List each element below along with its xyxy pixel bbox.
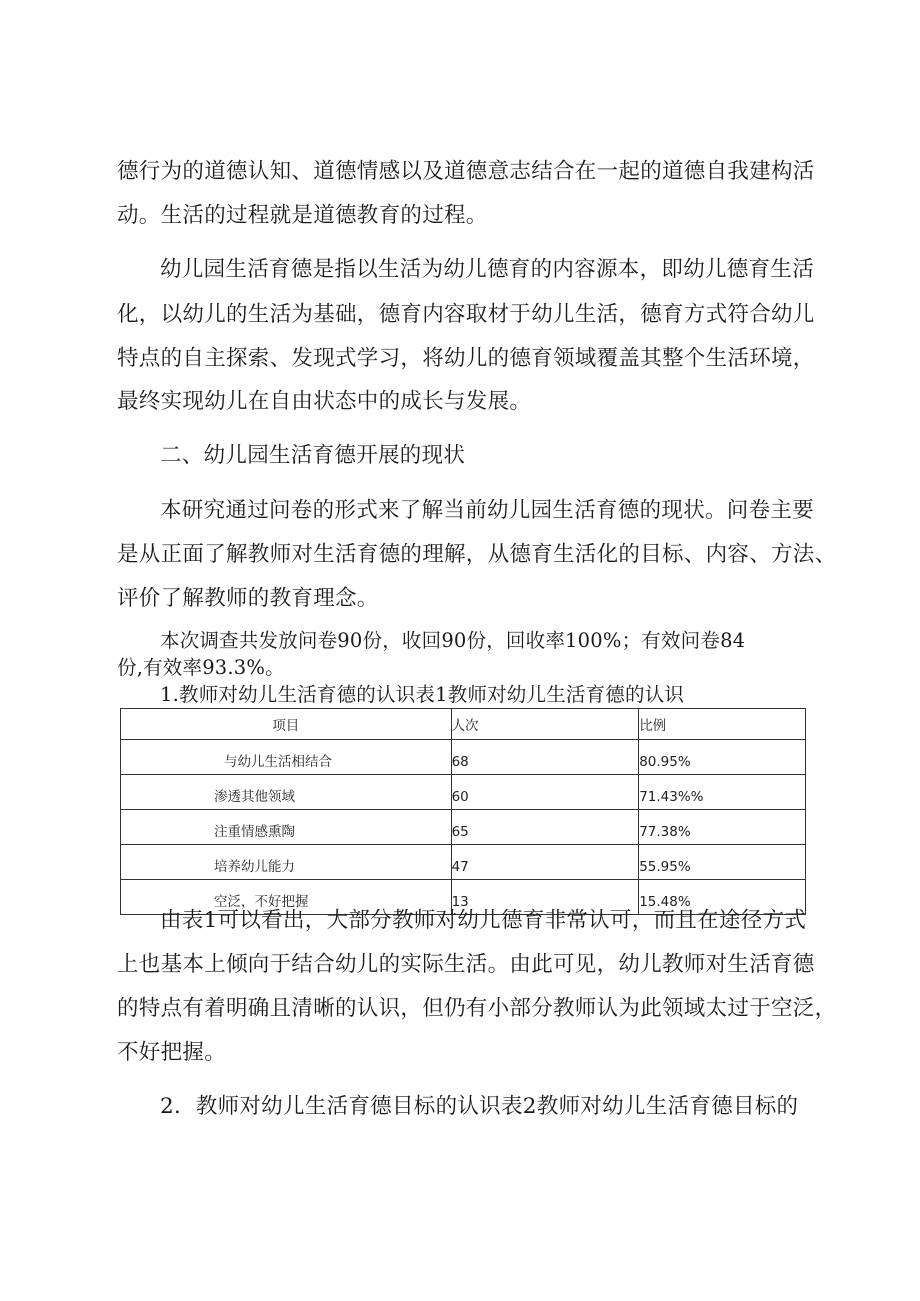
paragraph-5-line-2: 上也基本上倾向于结合幼儿的实际生活。由此可见，幼儿教师对生活育德 (117, 952, 815, 977)
row-ratio: 15.48% (639, 880, 806, 915)
paragraph-2-line-1: 幼儿园生活育德是指以生活为幼儿德育的内容源本，即幼儿德育生活 (160, 257, 815, 282)
paragraph-5-line-3: 的特点有着明确且清晰的认识，但仍有小部分教师认为此领域太过于空泛， (117, 996, 837, 1021)
table-row (121, 845, 806, 880)
row-count: 47 (451, 845, 639, 880)
row-item: 注重情感熏陶 (121, 810, 452, 845)
header-count: 人次 (451, 709, 639, 740)
paragraph-2-line-4: 最终实现幼儿在自由状态中的成长与发展。 (117, 389, 532, 414)
table-row (121, 775, 806, 810)
row-count: 65 (451, 810, 639, 845)
row-ratio: 55.95% (639, 845, 806, 880)
header-item: 项目 (121, 709, 452, 740)
paragraph-1-line-2: 动。生活的过程就是道德教育的过程。 (117, 203, 488, 228)
row-count: 13 (451, 880, 639, 915)
paragraph-3-line-2: 是从正面了解教师对生活育德的理解，从德育生活化的目标、内容、方法、 (117, 542, 837, 567)
table-caption: 1.教师对幼儿生活育德的认识表1教师对幼儿生活育德的认识 (160, 683, 685, 706)
table-header-row (121, 709, 806, 740)
row-item: 渗透其他领域 (121, 775, 452, 810)
table-row (121, 740, 806, 775)
paragraph-2-line-3: 特点的自主探索、发现式学习，将幼儿的德育领域覆盖其整个生活环境， (117, 346, 815, 371)
paragraph-3-line-1: 本研究通过问卷的形式来了解当前幼儿园生活育德的现状。问卷主要 (160, 498, 815, 523)
section-heading: 二、幼儿园生活育德开展的现状 (160, 443, 466, 468)
header-ratio: 比例 (639, 709, 806, 740)
row-item: 空泛，不好把握 (121, 880, 452, 915)
paragraph-4-line-1: 本次调查共发放问卷90份，收回90份，回收率100%；有效问卷84 (160, 629, 746, 652)
paragraph-4-line-2: 份,有效率93.3%。 (117, 656, 285, 679)
row-count: 68 (451, 740, 639, 775)
row-item: 与幼儿生活相结合 (121, 740, 452, 775)
paragraph-1-line-1: 德行为的道德认知、道德情感以及道德意志结合在一起的道德自我建构活 (117, 159, 815, 184)
paragraph-5-line-4: 不好把握。 (117, 1040, 227, 1065)
row-ratio: 77.38% (639, 810, 806, 845)
table-row (121, 810, 806, 845)
paragraph-6-line-1: 2．教师对幼儿生活育德目标的认识表2教师对幼儿生活育德目标的 (160, 1094, 799, 1119)
row-count: 60 (451, 775, 639, 810)
paragraph-5-line-1: 由表1可以看出，大部分教师对幼儿德育非常认可，而且在途径方式 (160, 908, 807, 933)
paragraph-3-line-3: 评价了解教师的教育理念。 (117, 586, 379, 611)
row-item: 培养幼儿能力 (121, 845, 452, 880)
row-ratio: 71.43%% (639, 775, 806, 810)
row-ratio: 80.95% (639, 740, 806, 775)
paragraph-2-line-2: 化，以幼儿的生活为基础，德育内容取材于幼儿生活，德育方式符合幼儿 (117, 302, 815, 327)
survey-table (120, 708, 806, 915)
